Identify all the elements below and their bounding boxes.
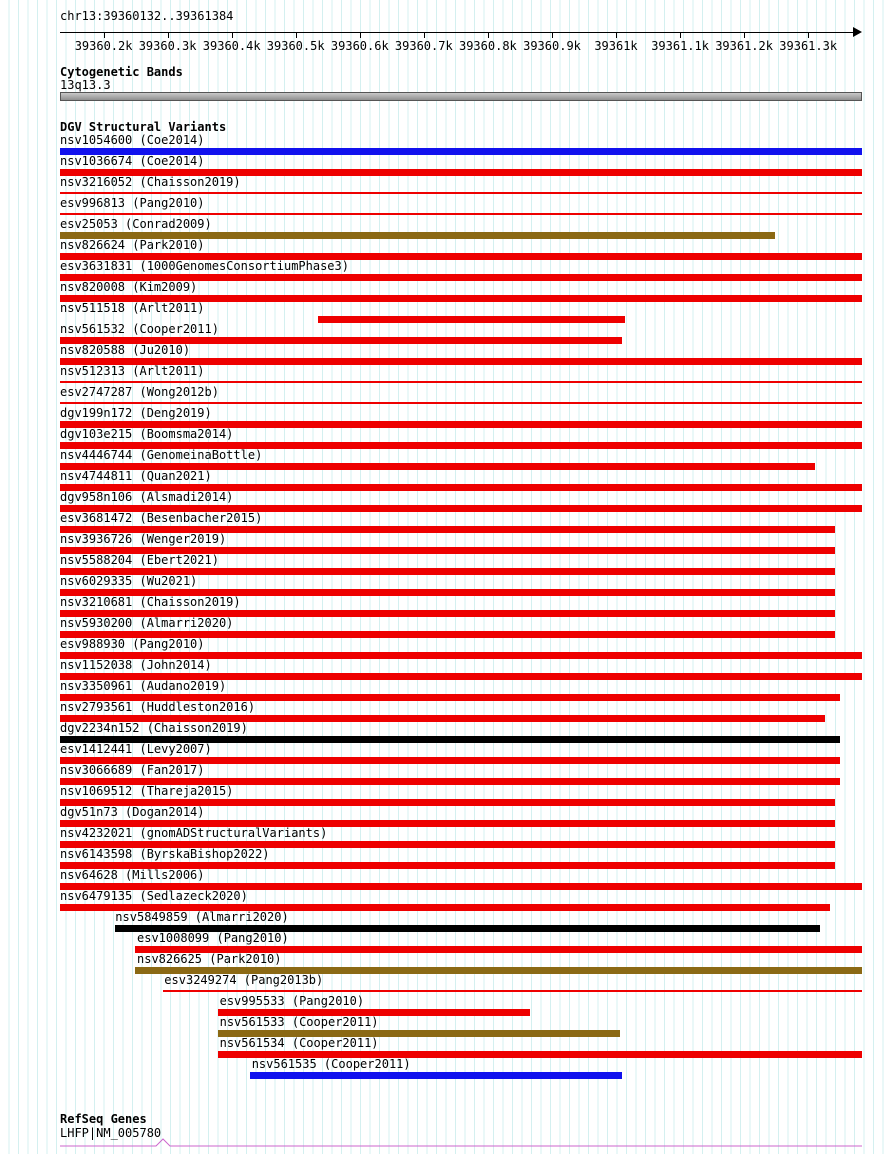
variant-row [0, 302, 890, 323]
variant-row [0, 785, 890, 806]
variant-label[interactable]: dgv199n172 (Deng2019) [60, 406, 212, 420]
variant-row [0, 806, 890, 827]
variant-row [0, 617, 890, 638]
variant-label[interactable]: nsv3066689 (Fan2017) [60, 763, 205, 777]
variant-label[interactable]: nsv6029335 (Wu2021) [60, 574, 198, 588]
variant-label[interactable]: nsv826624 (Park2010) [60, 238, 205, 252]
variant-bar[interactable] [318, 316, 624, 323]
cytoband-label: 13q13.3 [60, 78, 111, 92]
variant-row [0, 1037, 890, 1058]
variant-label[interactable]: nsv4446744 (GenomeinaBottle) [60, 448, 263, 462]
variant-row [0, 848, 890, 869]
variant-row [0, 512, 890, 533]
ruler-tick-label: 39360.2k [74, 39, 133, 53]
variant-label[interactable]: nsv1054600 (Coe2014) [60, 133, 205, 147]
ruler-tick-label: 39360.4k [202, 39, 261, 53]
variant-label[interactable]: dgv51n73 (Dogan2014) [60, 805, 205, 819]
variant-row [0, 680, 890, 701]
variant-label[interactable]: nsv1152038 (John2014) [60, 658, 212, 672]
variant-row [0, 953, 890, 974]
variant-label[interactable]: nsv561535 (Cooper2011) [251, 1057, 411, 1071]
variant-label[interactable]: nsv512313 (Arlt2011) [60, 364, 205, 378]
variant-row [0, 428, 890, 449]
variant-row [0, 239, 890, 260]
variant-label[interactable]: nsv511518 (Arlt2011) [60, 301, 205, 315]
variant-label[interactable]: nsv561532 (Cooper2011) [60, 322, 219, 336]
ruler-tick-label: 39361.3k [779, 39, 838, 53]
refseq-gene-label[interactable]: LHFP|NM_005780 [60, 1126, 162, 1140]
variant-row [0, 932, 890, 953]
variant-row [0, 491, 890, 512]
variant-row [0, 743, 890, 764]
cytogenetic-bands-title: Cytogenetic Bands [60, 65, 183, 79]
variant-row [0, 722, 890, 743]
variant-label[interactable]: dgv103e215 (Boomsma2014) [60, 427, 234, 441]
variant-row [0, 869, 890, 890]
variant-label[interactable]: nsv3936726 (Wenger2019) [60, 532, 227, 546]
variant-row [0, 1058, 890, 1079]
refseq-track-title: RefSeq Genes [60, 1112, 147, 1126]
variant-row [0, 134, 890, 155]
variant-label[interactable]: esv25053 (Conrad2009) [60, 217, 212, 231]
variant-label[interactable]: nsv64628 (Mills2006) [60, 868, 205, 882]
variant-row [0, 407, 890, 428]
variant-label[interactable]: nsv3350961 (Audano2019) [60, 679, 227, 693]
variant-label[interactable]: nsv4744811 (Quan2021) [60, 469, 212, 483]
variant-row [0, 554, 890, 575]
variant-row [0, 218, 890, 239]
variant-label[interactable]: nsv6143598 (ByrskaBishop2022) [60, 847, 270, 861]
variant-row [0, 701, 890, 722]
variant-label[interactable]: esv1412441 (Levy2007) [60, 742, 212, 756]
variant-label[interactable]: nsv3210681 (Chaisson2019) [60, 595, 241, 609]
variant-row [0, 995, 890, 1016]
variant-row [0, 596, 890, 617]
dgv-track-title: DGV Structural Variants [60, 120, 227, 134]
variant-bar[interactable] [60, 192, 862, 194]
refseq-gene-glyph[interactable] [60, 1138, 862, 1150]
variant-row [0, 470, 890, 491]
variant-row [0, 344, 890, 365]
variant-row [0, 911, 890, 932]
variant-label[interactable]: nsv820008 (Kim2009) [60, 280, 198, 294]
variant-row [0, 197, 890, 218]
variant-row [0, 974, 890, 995]
variant-row [0, 827, 890, 848]
variant-row [0, 260, 890, 281]
variant-bar[interactable] [60, 213, 862, 215]
variant-row [0, 1016, 890, 1037]
variant-row [0, 638, 890, 659]
variant-label[interactable]: nsv4232021 (gnomADStructuralVariants) [60, 826, 328, 840]
variant-label[interactable]: nsv5930200 (Almarri2020) [60, 616, 234, 630]
variant-label[interactable]: nsv6479135 (Sedlazeck2020) [60, 889, 248, 903]
variant-row [0, 764, 890, 785]
variant-label[interactable]: esv3681472 (Besenbacher2015) [60, 511, 263, 525]
variant-label[interactable]: nsv1036674 (Coe2014) [60, 154, 205, 168]
variant-label[interactable]: esv988930 (Pang2010) [60, 637, 205, 651]
ruler-tick-label: 39360.9k [523, 39, 581, 53]
variant-row [0, 386, 890, 407]
variant-label[interactable]: esv3631831 (1000GenomesConsortiumPhase3) [60, 259, 349, 273]
variant-row [0, 155, 890, 176]
variant-row [0, 575, 890, 596]
variant-row [0, 533, 890, 554]
variant-bar[interactable] [250, 1072, 622, 1079]
variant-label[interactable]: nsv820588 (Ju2010) [60, 343, 191, 357]
variant-label[interactable]: nsv3216052 (Chaisson2019) [60, 175, 241, 189]
variant-label[interactable]: nsv1069512 (Thareja2015) [60, 784, 234, 798]
variant-label[interactable]: esv3249274 (Pang2013b) [164, 973, 324, 987]
variant-bar[interactable] [60, 402, 862, 404]
variant-label[interactable]: nsv561533 (Cooper2011) [219, 1015, 379, 1029]
variant-label[interactable]: nsv2793561 (Huddleston2016) [60, 700, 256, 714]
ruler-tick-label: 39360.6k [330, 39, 389, 53]
ruler-tick-label: 39361k [594, 39, 638, 53]
ruler-tick-label: 39361.1k [651, 39, 709, 53]
region-label: chr13:39360132..39361384 [60, 9, 234, 23]
variant-row [0, 176, 890, 197]
variant-label[interactable]: nsv561534 (Cooper2011) [219, 1036, 379, 1050]
variant-label[interactable]: esv996813 (Pang2010) [60, 196, 205, 210]
variant-row [0, 281, 890, 302]
variant-label[interactable]: esv2747287 (Wong2012b) [60, 385, 219, 399]
variant-label[interactable]: nsv826625 (Park2010) [137, 952, 282, 966]
variant-row [0, 323, 890, 344]
variant-label[interactable]: esv995533 (Pang2010) [219, 994, 365, 1008]
variant-row [0, 365, 890, 386]
variant-label[interactable]: dgv2234n152 (Chaisson2019) [60, 721, 248, 735]
variant-label[interactable]: nsv5849859 (Almarri2020) [115, 910, 289, 924]
variant-row [0, 659, 890, 680]
ruler-tick-label: 39360.8k [458, 39, 517, 53]
ruler-tick-label: 39360.5k [266, 39, 325, 53]
variant-bar[interactable] [60, 381, 862, 383]
variant-label[interactable]: nsv5588204 (Ebert2021) [60, 553, 219, 567]
ruler-tick-label: 39360.7k [394, 39, 453, 53]
variant-bar[interactable] [163, 990, 862, 992]
variant-row [0, 449, 890, 470]
variant-row [0, 890, 890, 911]
variant-label[interactable]: esv1008099 (Pang2010) [137, 931, 289, 945]
variant-label[interactable]: dgv958n106 (Alsmadi2014) [60, 490, 234, 504]
ruler-tick-label: 39361.2k [715, 39, 773, 53]
ruler-tick-label: 39360.3k [138, 39, 197, 53]
